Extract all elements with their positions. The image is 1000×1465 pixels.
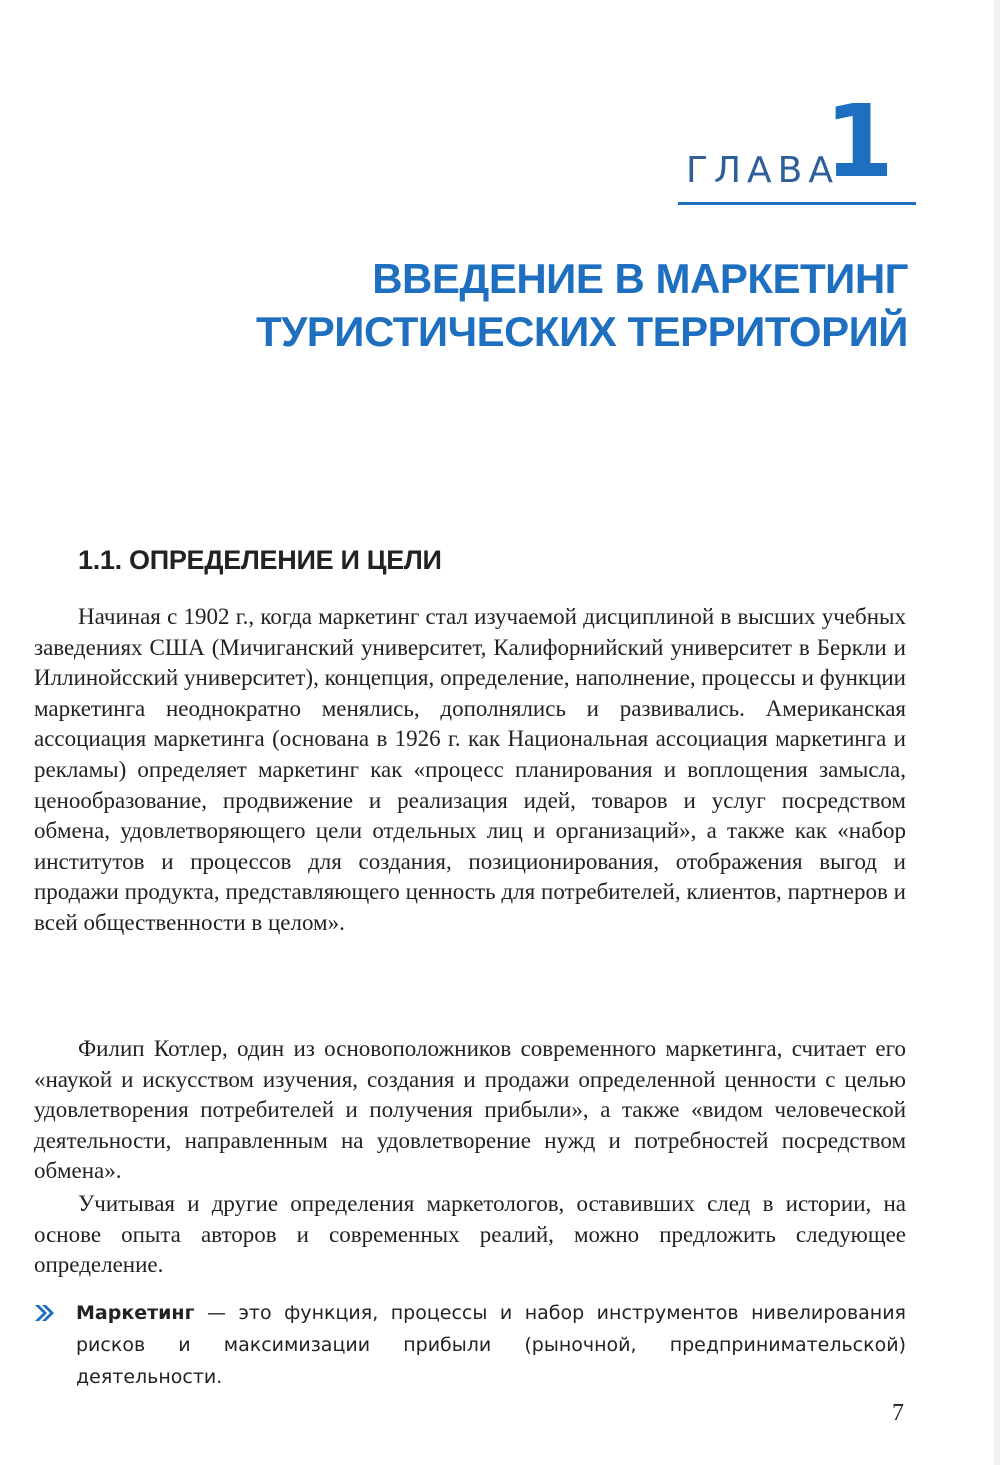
definition-term: Маркетинг: [76, 1302, 195, 1324]
chapter-title-line: ТУРИСТИЧЕСКИХ ТЕРРИТОРИЙ: [255, 308, 908, 355]
definition-text: [76, 1297, 906, 1393]
page-edge: [994, 0, 1000, 1465]
chapter-number: 1: [824, 83, 894, 200]
paragraph-text: Начиная с 1902 г., когда маркетинг стал изучаемой дисциплиной в высших учебных заведениях США (Мичиганский университет, Калифорнийский университет в Беркли и Иллинойсский университет), концепция, определение, наполнение, процессы и функции маркетинга неоднократно менялись, дополнялись и развивались. Американская ассоциация маркетинга (основана в 1926 г. как Национальная ассоциация маркетинга и рекламы) определяет маркетинг как «процесс планирования и воплощения замысла, ценообразование, продвижение и реализация идей, товаров и услуг посредством обмена, удовлетворяющего цели отдельных лиц и организаций», а также как «набор институтов и процессов для создания, позиционирования, отображения выгод и продажи продукта, представляющего ценность для потребителей, клиентов, партнеров и всей общественности в целом».: [34, 604, 906, 935]
chapter-title-line: ВВЕДЕНИЕ В МАРКЕТИНГ: [372, 255, 908, 302]
body-paragraph: [34, 1189, 906, 1281]
chapter-label: ГЛАВА: [686, 150, 839, 191]
paragraph-text: Учитывая и другие определения маркетологов, оставивших след в истории, на основе опыта авторов и современных реалий, можно предложить следующее определение.: [34, 1191, 906, 1278]
definition-block: [34, 1297, 906, 1393]
page-number: 7: [892, 1400, 904, 1426]
chapter-title: [256, 252, 908, 358]
arrow-bullet-icon: [34, 1302, 56, 1324]
paragraph-text: Филип Котлер, один из основоположников современного маркетинга, считает его «наукой и искусством изучения, создания и продажи определенной ценности с целью удовлетворения потребителей и получения прибыли», а также «видом человеческой деятельности, направленным на удовлетворение нужд и потребностей посредством обмена».: [34, 1036, 906, 1184]
definition-body: — это функция, процессы и набор инструментов нивелирования рисков и максимизации прибыли (рыночной, предпринимательской) деятельности.: [76, 1302, 906, 1388]
section-heading: 1.1. ОПРЕДЕЛЕНИЕ И ЦЕЛИ: [78, 545, 442, 575]
body-paragraph: [34, 1034, 906, 1187]
chapter-header: [678, 83, 916, 208]
chapter-underline: [678, 202, 916, 205]
body-paragraph: [34, 602, 906, 939]
